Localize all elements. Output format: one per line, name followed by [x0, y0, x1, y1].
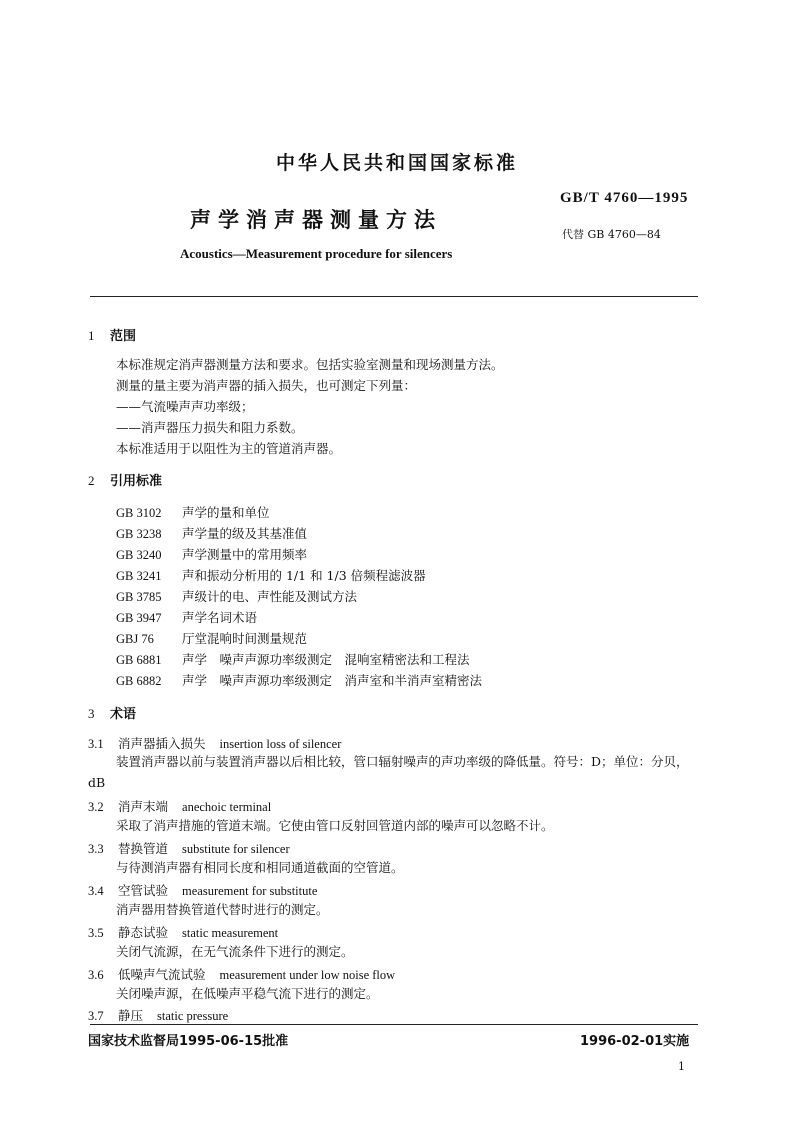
- page-number: 1: [678, 1060, 685, 1073]
- reference-item: [116, 566, 426, 584]
- reference-code: GBJ 76: [116, 632, 154, 646]
- term-number: 3.7: [88, 1009, 104, 1023]
- reference-title: 声和振动分析用的 1/1 和 1/3 倍频程滤波器: [182, 568, 426, 583]
- reference-item: [116, 503, 270, 521]
- reference-title: 声学的量和单位: [182, 505, 270, 520]
- reference-code: GB 3102: [116, 506, 162, 520]
- reference-code: GB 6881: [116, 653, 162, 667]
- term-english: substitute for silencer: [182, 842, 290, 856]
- list-item-dash: ——气流噪声声功率级；: [116, 399, 254, 414]
- paragraph-line: 本标准规定消声器测量方法和要求。包括实验室测量和现场测量方法。: [116, 357, 504, 372]
- term-english: static pressure: [157, 1009, 229, 1023]
- term-chinese: 低噪声气流试验: [118, 967, 206, 982]
- section-3-heading: [88, 703, 136, 722]
- list-item-dash: ——消声器压力损失和阻力系数。: [116, 420, 304, 435]
- term-number: 3.3: [88, 842, 104, 856]
- reference-code: GB 3238: [116, 527, 162, 541]
- term-number: 3.6: [88, 968, 104, 982]
- paragraph-line: 本标准适用于以阻性为主的管道消声器。: [116, 441, 342, 456]
- section-1-heading: [88, 325, 136, 344]
- reference-code: GB 3785: [116, 590, 162, 604]
- issuing-organization: 中华人民共和国国家标准: [275, 152, 518, 174]
- term-heading: [88, 839, 290, 857]
- term-chinese: 空管试验: [118, 883, 169, 898]
- reference-item: [116, 545, 307, 563]
- standard-code: GB/T 4760—1995: [560, 190, 689, 206]
- footer-divider: [90, 1024, 698, 1025]
- document-title: 声学消声器测量方法: [190, 208, 442, 232]
- term-english: static measurement: [182, 926, 279, 940]
- paragraph-line: 测量的量主要为消声器的插入损失，也可测定下列量：: [116, 378, 417, 393]
- term-number: 3.4: [88, 884, 104, 898]
- reference-code: GB 3240: [116, 548, 162, 562]
- english-title: Acoustics—Measurement procedure for silencers: [180, 246, 453, 261]
- header-divider: [90, 296, 698, 297]
- term-heading: [88, 965, 395, 983]
- reference-title: 声级计的电、声性能及测试方法: [182, 589, 358, 604]
- term-english: insertion loss of silencer: [219, 737, 342, 751]
- reference-title: 声学名词术语: [182, 610, 258, 625]
- term-chinese: 消声末端: [118, 799, 169, 814]
- term-chinese: 静压: [118, 1008, 144, 1023]
- term-definition: 与待测消声器有相同长度和相同通道截面的空管道。: [116, 860, 404, 875]
- section-title: 术语: [110, 707, 137, 722]
- term-definition: 装置消声器以前与装置消声器以后相比较，管口辐射噪声的声功率级的降低量。符号：D；单位：分贝，dB: [88, 754, 689, 790]
- term-chinese: 静态试验: [118, 925, 169, 940]
- approval-line: 国家技术监督局1995-06-15批准: [88, 1034, 289, 1049]
- reference-code: GB 3947: [116, 611, 162, 625]
- term-definition: 采取了消声措施的管道末端。它使由管口反射回管道内部的噪声可以忽略不计。: [116, 818, 554, 833]
- term-heading: [88, 1006, 228, 1024]
- term-definition: 消声器用替换管道代替时进行的测定。: [116, 902, 329, 917]
- reference-title: 声学 噪声声源功率级测定 混响室精密法和工程法: [182, 652, 470, 667]
- term-definition: 关闭气流源，在无气流条件下进行的测定。: [116, 944, 354, 959]
- reference-item: [116, 629, 307, 647]
- reference-item: [116, 650, 470, 668]
- term-heading: [88, 734, 341, 752]
- term-heading: [88, 923, 278, 941]
- effective-date: 1996-02-01实施: [580, 1034, 690, 1049]
- term-english: measurement under low noise flow: [219, 968, 396, 982]
- section-title: 范围: [110, 329, 137, 344]
- term-number: 3.2: [88, 800, 104, 814]
- section-number: 3: [88, 706, 95, 721]
- section-title: 引用标准: [110, 474, 163, 489]
- reference-item: [116, 671, 482, 689]
- replaces-standard: 代替 GB 4760—84: [562, 228, 661, 241]
- reference-item: [116, 587, 357, 605]
- term-chinese: 消声器插入损失: [118, 736, 206, 751]
- reference-code: GB 3241: [116, 569, 162, 583]
- term-english: measurement for substitute: [182, 884, 318, 898]
- reference-item: [116, 608, 257, 626]
- reference-item: [116, 524, 307, 542]
- term-number: 3.5: [88, 926, 104, 940]
- reference-title: 厅堂混响时间测量规范: [182, 631, 308, 646]
- section-number: 1: [88, 328, 95, 343]
- section-number: 2: [88, 473, 95, 488]
- term-chinese: 替换管道: [118, 841, 169, 856]
- reference-title: 声学测量中的常用频率: [182, 547, 308, 562]
- reference-title: 声学量的级及其基准值: [182, 526, 308, 541]
- reference-title: 声学 噪声声源功率级测定 消声室和半消声室精密法: [182, 673, 483, 688]
- term-definition: 关闭噪声源，在低噪声平稳气流下进行的测定。: [116, 986, 379, 1001]
- reference-code: GB 6882: [116, 674, 162, 688]
- term-english: anechoic terminal: [182, 800, 272, 814]
- term-heading: [88, 881, 317, 899]
- term-number: 3.1: [88, 737, 104, 751]
- section-2-heading: [88, 470, 162, 489]
- term-heading: [88, 797, 271, 815]
